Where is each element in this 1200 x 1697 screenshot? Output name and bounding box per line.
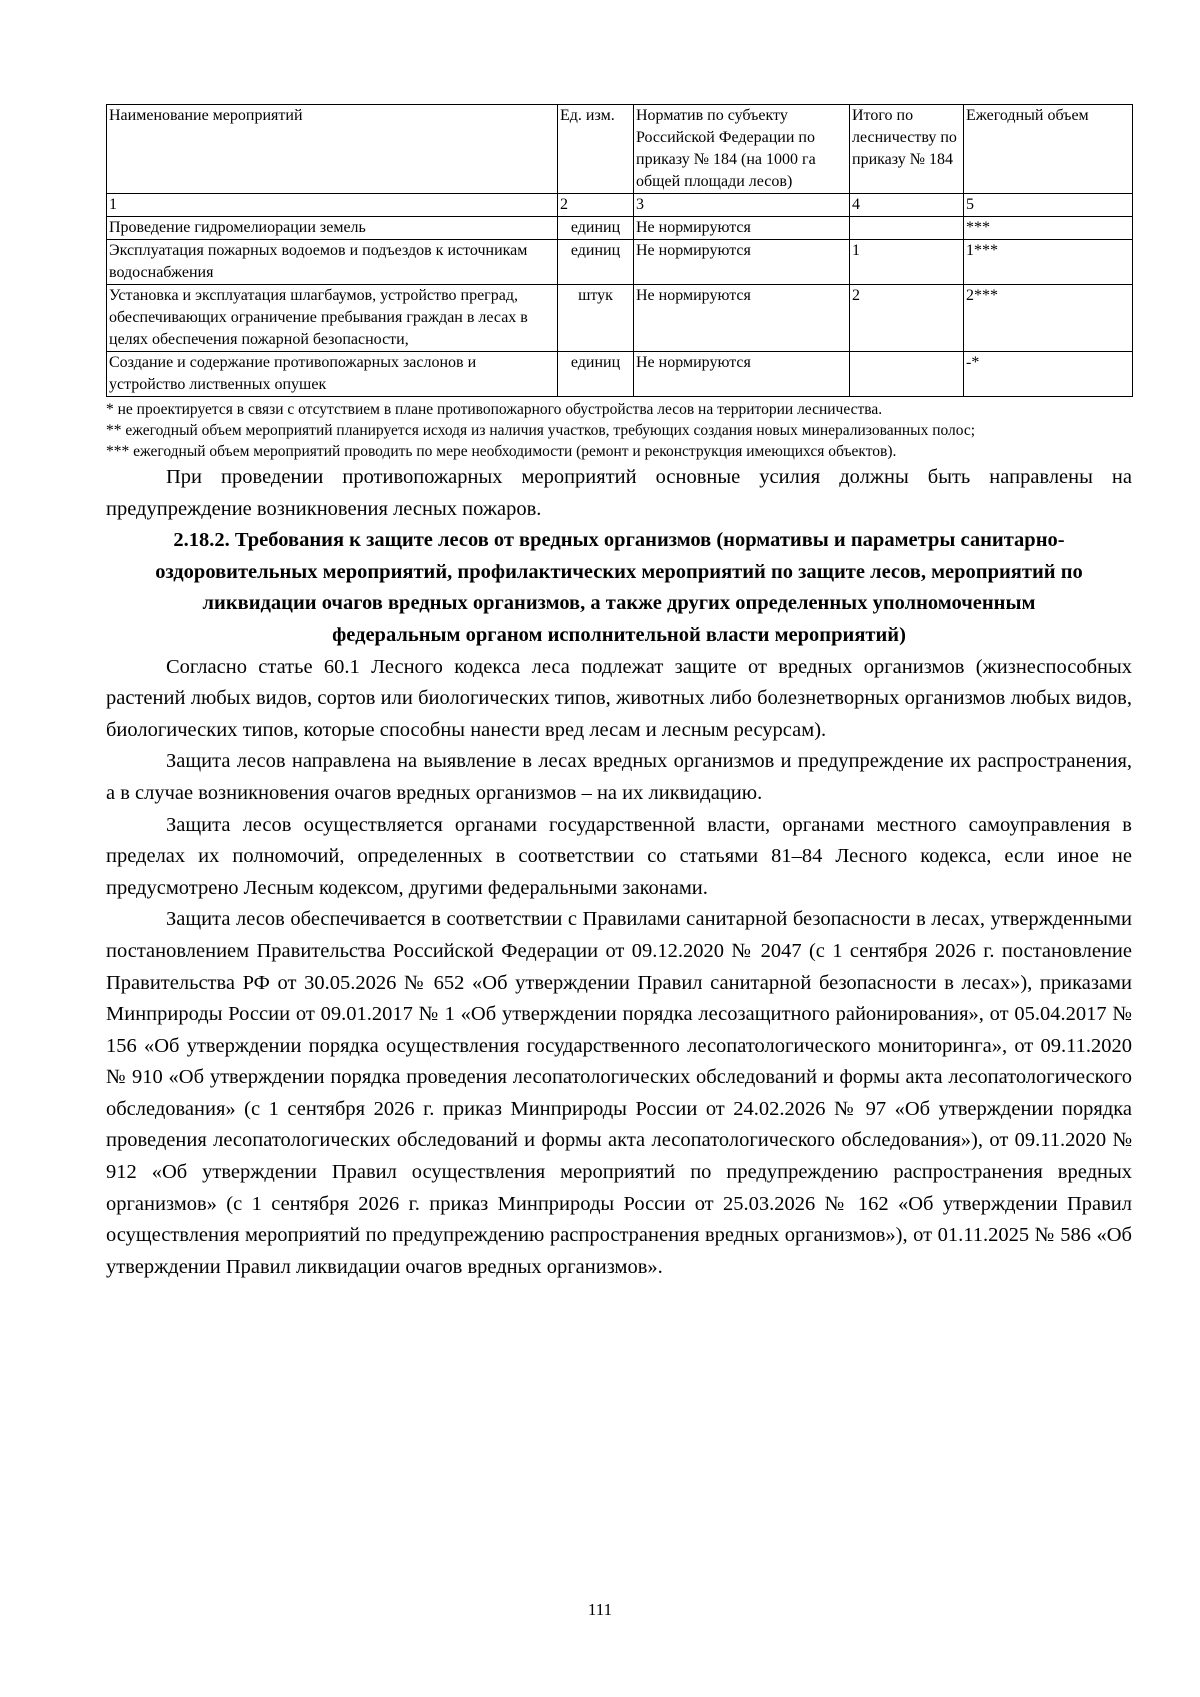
total-cell: 2 — [850, 285, 964, 352]
footnote: * не проектируется в связи с отсутствием в плане противопожарного обустройства лесов на территории лесничества. — [106, 401, 883, 418]
header-cell: Наименование мероприятий — [107, 105, 558, 194]
paragraph: Защита лесов направлена на выявление в лесах вредных организмов и предупреждение их распространения, а в случае возникновения очагов вредных организмов – на их ликвидацию. — [106, 750, 1132, 804]
total-cell — [850, 217, 964, 240]
measure-name: Эксплуатация пожарных водоемов и подъездов к источникам водоснабжения — [107, 240, 558, 285]
unit-cell: единиц — [558, 217, 634, 240]
paragraph: Защита лесов обеспечивается в соответствии с Правилами санитарной безопасности в лесах, утвержденными постановлением Правительства Российской Федерации от 09.12.2020 № 2047 (с 1 сентября 2026 г. постановление Правительства РФ от 30.05.2026 № 652 «Об утверждении Правил санитарной безопасности в лесах»), приказами Минприроды России от 09.01.2017 № 1 «Об утверждении порядка лесозащитного районирования», от 05.04.2017 № 156 «Об утверждении порядка осуществления государственного лесопатологического мониторинга», от 09.11.2020 № 910 «Об утверждении порядка проведения лесопатологических обследований и формы акта лесопатологического обследования» (с 1 сентября 2026 г. приказ Минприроды России от 24.02.2026 № 97 «Об утверждении порядка проведения лесопатологических обследований и формы акта лесопатологического обследования»), от 09.11.2020 № 912 «Об утверждении Правил осуществления мероприятий по предупреждению распространения вредных организмов» (с 1 сентября 2026 г. приказ Минприроды России от 25.03.2026 № 162 «Об утверждении Правил осуществления мероприятий по предупреждению распространения вредных организмов»), от 01.11.2025 № 586 «Об утверждении Правил ликвидации очагов вредных организмов». — [106, 908, 1132, 1278]
measure-name: Создание и содержание противопожарных заслонов и устройство лиственных опушек — [107, 352, 558, 397]
norm-cell: Не нормируются — [634, 217, 850, 240]
table-header-row — [107, 105, 1133, 194]
section-heading: 2.18.2. Требования к защите лесов от вредных организмов (нормативы и параметры санитарно-оздоровительных мероприятий, профилактических мероприятий по защите лесов, мероприятий по ликвидации очагов вредных организмов, а также других определенных уполномоченным федеральным органом исполнительной власти мероприятий) — [155, 529, 1083, 646]
page-number: 111 — [587, 1600, 613, 1619]
paragraph: Согласно статье 60.1 Лесного кодекса леса подлежат защите от вредных организмов (жизнеспособных растений любых видов, сортов или биологических типов, животных либо болезнетворных организмов любых видов, биологических типов, которые способны нанести вред лесам и лесным ресурсам). — [106, 655, 1132, 741]
column-number: 4 — [850, 194, 964, 217]
norm-cell: Не нормируются — [634, 240, 850, 285]
column-number: 3 — [634, 194, 850, 217]
unit-cell: единиц — [558, 352, 634, 397]
table-row — [107, 285, 1133, 352]
header-cell: Ед. изм. — [558, 105, 634, 194]
footnote: *** ежегодный объем мероприятий проводить по мере необходимости (ремонт и реконструкция имеющихся объектов). — [106, 443, 897, 460]
header-cell: Итого по лесничеству по приказу № 184 — [850, 105, 964, 194]
measure-name: Проведение гидромелиорации земель — [107, 217, 558, 240]
annual-volume-cell: 1*** — [964, 240, 1133, 285]
total-cell: 1 — [850, 240, 964, 285]
header-cell: Норматив по субъекту Российской Федерации по приказу № 184 (на 1000 га общей площади лесов) — [634, 105, 850, 194]
body-text — [106, 462, 1132, 1283]
measure-name: Установка и эксплуатация шлагбаумов, устройство преград, обеспечивающих ограничение пребывания граждан в лесах в целях обеспечения пожарной безопасности, — [107, 285, 558, 352]
table-footnotes — [106, 399, 1132, 462]
fire-measures-table — [106, 104, 1133, 397]
header-cell: Ежегодный объем — [964, 105, 1133, 194]
table-row — [107, 352, 1133, 397]
annual-volume-cell: -* — [964, 352, 1133, 397]
unit-cell: штук — [558, 285, 634, 352]
annual-volume-cell: 2*** — [964, 285, 1133, 352]
total-cell — [850, 352, 964, 397]
table-row — [107, 240, 1133, 285]
table-number-row — [107, 194, 1133, 217]
norm-cell: Не нормируются — [634, 285, 850, 352]
annual-volume-cell: *** — [964, 217, 1133, 240]
column-number: 1 — [107, 194, 558, 217]
intro-paragraph: При проведении противопожарных мероприятий основные усилия должны быть направлены на предупреждение возникновения лесных пожаров. — [106, 466, 1132, 520]
document-page — [106, 104, 1132, 1283]
unit-cell: единиц — [558, 240, 634, 285]
footnote: ** ежегодный объем мероприятий планируется исходя из наличия участков, требующих создания новых минерализованных полос; — [106, 422, 976, 439]
column-number: 2 — [558, 194, 634, 217]
table-row — [107, 217, 1133, 240]
paragraph: Защита лесов осуществляется органами государственной власти, органами местного самоуправления в пределах их полномочий, определенных в соответствии со статьями 81–84 Лесного кодекса, если иное не предусмотрено Лесным кодексом, другими федеральными законами. — [106, 813, 1132, 899]
column-number: 5 — [964, 194, 1133, 217]
norm-cell: Не нормируются — [634, 352, 850, 397]
